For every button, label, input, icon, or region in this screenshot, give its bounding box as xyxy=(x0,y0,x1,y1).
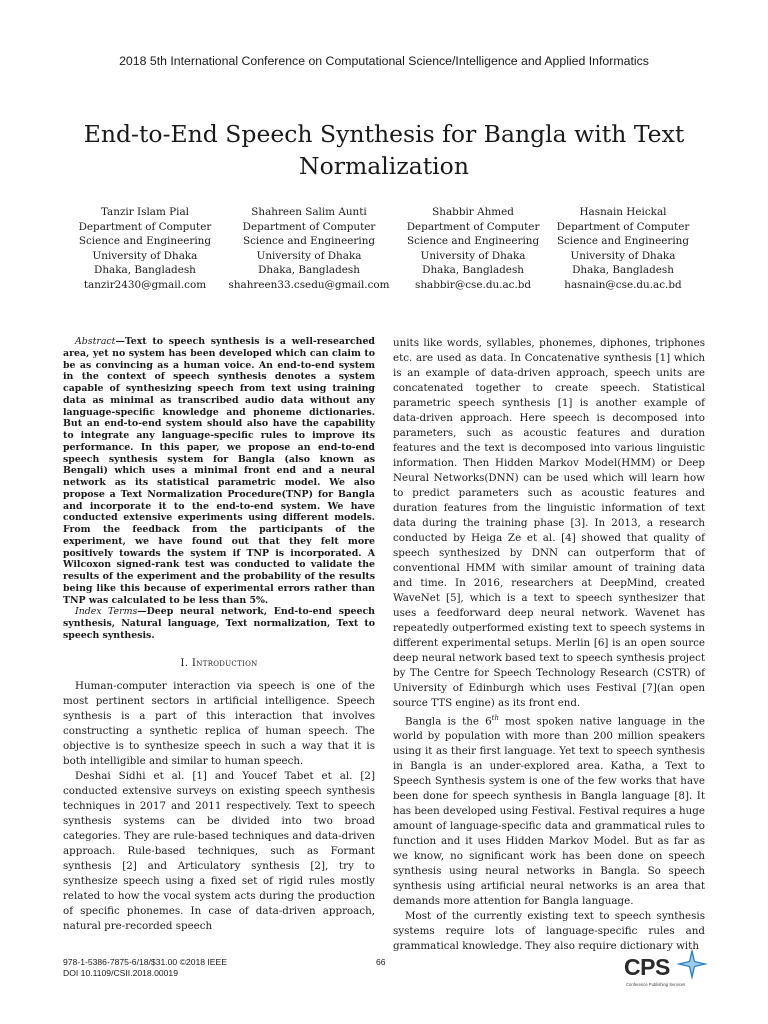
author-2 xyxy=(229,205,390,293)
paragraph-text: most spoken native language in the world by population with more than 200 million speakers using it as their first language. Yet text to speech synthesis in Bangla is an under-explored area. Katha, a Text to Speech Synthesis system is one of the few works that have been done for speech synthesis in Bangla language [8]. It has been developed using Festival. Festival requires a huge amount of language-specific data and grammatical rules to function and it uses Hidden Markov Model. But as far as we know, no significant work has been done on speech synthesis using neural networks in Bangla. So speech synthesis using artificial neural networks is an area that demands more attention for Bangla language. xyxy=(393,715,705,908)
conference-header: 2018 5th International Conference on Computational Science/Intelligence and Applied Informatics xyxy=(119,54,649,68)
author-name: Hasnain Heickal xyxy=(579,206,667,218)
abstract-label: Abstract xyxy=(75,336,116,347)
author-name: Shahreen Salim Aunti xyxy=(251,206,367,218)
author-dept: Department of Computer xyxy=(406,220,540,233)
footer-info xyxy=(63,957,227,978)
author-3 xyxy=(407,205,540,293)
author-email: shahreen33.csedu@gmail.com xyxy=(228,278,390,291)
author-block xyxy=(70,205,698,293)
author-email: shabbir@cse.du.ac.bd xyxy=(415,278,532,291)
author-email: hasnain@cse.du.ac.bd xyxy=(564,278,682,291)
cps-logo xyxy=(620,948,710,998)
star-icon xyxy=(676,948,708,980)
title-line-1: End-to-End Speech Synthesis for Bangla with Text xyxy=(83,120,685,148)
right-column xyxy=(393,336,705,954)
author-location: Dhaka, Bangladesh xyxy=(258,264,360,277)
author-1 xyxy=(79,205,212,293)
author-location: Dhaka, Bangladesh xyxy=(422,264,524,277)
author-location: Dhaka, Bangladesh xyxy=(94,264,196,277)
author-dept: Science and Engineering xyxy=(242,235,376,248)
paper-title xyxy=(40,118,728,182)
footer-doi: DOI 10.1109/CSII.2018.00019 xyxy=(63,967,178,978)
author-dept: Department of Computer xyxy=(242,220,376,233)
author-dept: Science and Engineering xyxy=(78,235,211,248)
author-university: University of Dhaka xyxy=(92,249,198,262)
footer-isbn: 978-1-5386-7875-6/18/$31.00 ©2018 IEEE xyxy=(63,957,228,967)
superscript: th xyxy=(491,714,499,722)
author-dept: Department of Computer xyxy=(78,220,212,233)
author-location: Dhaka, Bangladesh xyxy=(572,264,674,277)
author-dept: Science and Engineering xyxy=(556,235,690,248)
left-column xyxy=(63,336,375,934)
section-heading-introduction: I. Introduction xyxy=(180,656,258,669)
right-paragraph-3: Most of the currently existing text to speech synthesis systems require lots of language-specific rules and grammatical knowledge. They also require dictionary with xyxy=(393,910,705,953)
index-terms xyxy=(63,606,375,641)
author-university: University of Dhaka xyxy=(570,249,676,262)
paragraph-text: Bangla is the 6 xyxy=(405,715,492,728)
author-email: tanzir2430@gmail.com xyxy=(83,278,207,291)
intro-paragraph-2: Deshai Sidhi et al. [1] and Youcef Tabet et al. [2] conducted extensive surveys on existing speech synthesis techniques in 2017 and 2011 respectively. Text to speech synthesis systems can be divided into two broad categories. They are rule-based techniques and data-driven approach. Rule-based techniques, such as Formant synthesis [2] and Articulatory synthesis [2], try to synthesize speech using a fixed set of rigid rules mostly related to how the vocal system acts during the production of specific phonemes. In case of data-driven approach, natural pre-recorded speech xyxy=(63,769,375,932)
author-name: Tanzir Islam Pial xyxy=(100,206,189,218)
right-paragraph-2 xyxy=(393,711,705,909)
index-terms-label: Index Terms xyxy=(75,606,138,618)
page-number: 66 xyxy=(376,957,386,967)
author-dept: Department of Computer xyxy=(556,220,690,233)
right-paragraph-1: units like words, syllables, phonemes, diphones, triphones etc. are used as data. In Concatenative synthesis [1] which is an example of data-driven approach, speech units are concatenated together to create speech. Statistical parametric speech synthesis [1] is another example of data-driven approach. Here speech is decomposed into parameters, such as acoustic features and duration features and the text is decomposed into various linguistic information. Then Hidden Markov Model(HMM) or Deep Neural Networks(DNN) can be used which will learn how to predict parameters such as acoustic features and duration features from the linguistic information of text data during the training phase [3]. In 2013, a research conducted by Heiga Ze et al. [4] showed that quality of speech synthesized by DNN can outperform that of conventional HMM with similar amount of training data and time. In 2016, researchers at DeepMind, created WaveNet [5], which is a text to speech synthesizer that uses a feedforward deep neural network. Wavenet has repeatedly outperformed existing text to speech systems in different experimental setups. Merlin [6] is an open source deep neural network based text to speech synthesis project by The Centre for Speech Technology Research (CSTR) of University of Edinburgh which uses Festival [7](an open source TTS engine) as its front end. xyxy=(393,337,705,709)
logo-subtitle: Conference Publishing Services xyxy=(626,982,686,987)
abstract-text: —Text to speech synthesis is a well-researched area, yet no system has been developed which can claim to be as convincing as a human voice. An end-to-end system in the context of speech synthesis denotes a system capable of synthesizing speech from text using training data as minimal as transcribed audio data without any language-specific knowledge and phoneme dictionaries. But an end-to-end system should also have the capability to integrate any language-specific rules to improve its performance. In this paper, we propose an end-to-end speech synthesis system for Bangla (also known as Bengali) which uses a minimal front end and a neural network as its statistical parametric model. We also propose a Text Normalization Procedure(TNP) for Bangla and incorporate it to the end-to-end system. We have conducted extensive experiments using different models. From the feedback from the participants of the experiment, we have found out that they felt more positively towards the system if TNP is incorporated. A Wilcoxon signed-rank test was conducted to validate the results of the experiment and the probability of the results being like this because of experimental errors rather than TNP was calculated to be less than 5%. xyxy=(63,336,375,606)
author-dept: Science and Engineering xyxy=(407,235,540,248)
index-terms-text: —Deep neural network, End-to-end speech synthesis, Natural language, Text normalization, Text to speech synthesis. xyxy=(63,606,375,641)
author-university: University of Dhaka xyxy=(256,249,362,262)
abstract xyxy=(63,336,375,606)
author-4 xyxy=(557,205,690,293)
intro-paragraph-1: Human-computer interaction via speech is one of the most pertinent sectors in artificial intelligence. Speech synthesis is a part of this interaction that involves constructing a synthetic replica of human speech. The objective is to synthesize speech in such a way that it is both intelligible and similar to human speech. xyxy=(63,679,375,767)
title-line-2: Normalization xyxy=(299,152,469,180)
logo-wordmark: CPS xyxy=(624,954,670,980)
author-name: Shabbir Ahmed xyxy=(432,206,514,218)
author-university: University of Dhaka xyxy=(420,249,526,262)
